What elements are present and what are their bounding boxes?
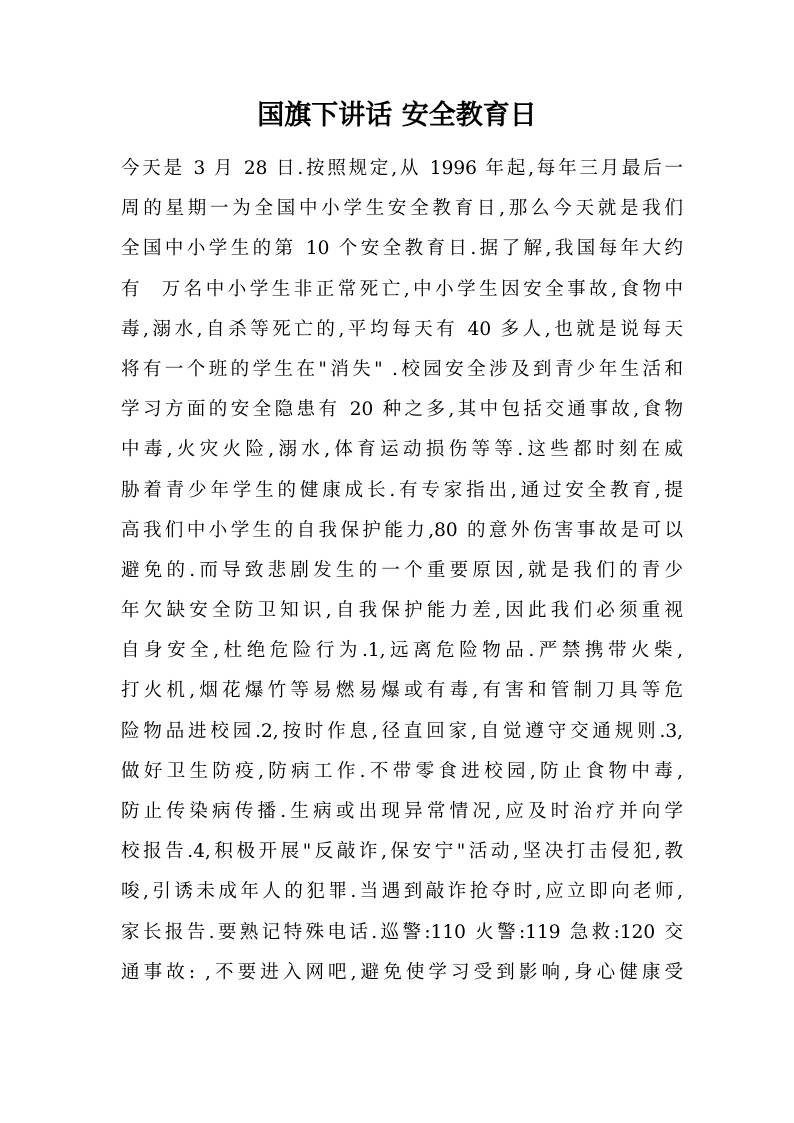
body-line-17: 防止传染病传播.生病或出现异常情况,应及时治疗并向学 bbox=[121, 801, 683, 822]
document-body bbox=[121, 149, 683, 993]
body-line-11: 避免的.而导致悲剧发生的一个重要原因,就是我们的青少 bbox=[121, 559, 683, 581]
body-line-13: 自身安全,杜绝危险行为.1,远离危险物品.严禁携带火柴, bbox=[121, 640, 683, 662]
body-line-15: 险物品进校园.2,按时作息,径直回家,自觉遵守交通规则.3, bbox=[121, 720, 683, 742]
body-line-12: 年欠缺安全防卫知识,自我保护能力差,因此我们必须重视 bbox=[121, 600, 683, 622]
body-line-4: 有 万名中小学生非正常死亡,中小学生因安全事故,食物中 bbox=[121, 278, 683, 300]
body-line-7: 学习方面的安全隐患有 20 种之多,其中包括交通事故,食物 bbox=[121, 399, 683, 421]
body-line-9: 胁着青少年学生的健康成长.有专家指出,通过安全教育,提 bbox=[121, 479, 683, 501]
document-title: 国旗下讲话 安全教育日 bbox=[257, 100, 537, 131]
body-line-1: 今天是 3 月 28 日.按照规定,从 1996 年起,每年三月最后一 bbox=[121, 158, 683, 179]
body-line-3: 全国中小学生的第 10 个安全教育日.据了解,我国每年大约 bbox=[121, 238, 683, 260]
body-line-21: 通事故: ,不要进入网吧,避免使学习受到影响,身心健康受 bbox=[121, 961, 683, 983]
body-line-6: 将有一个班的学生在"消失" .校园安全涉及到青少年生活和 bbox=[121, 358, 683, 380]
body-line-2: 周的星期一为全国中小学生安全教育日,那么今天就是我们 bbox=[121, 198, 683, 220]
body-line-16: 做好卫生防疫,防病工作.不带零食进校园,防止食物中毒, bbox=[121, 760, 683, 782]
body-line-20: 家长报告.要熟记特殊电话.巡警:110 火警:119 急救:120 交 bbox=[121, 921, 683, 943]
body-line-14: 打火机,烟花爆竹等易燃易爆或有毒,有害和管制刀具等危 bbox=[121, 680, 683, 702]
body-line-18: 校报告.4,积极开展"反敲诈,保安宁"活动,坚决打击侵犯,教 bbox=[121, 841, 683, 863]
body-line-19: 唆,引诱未成年人的犯罪.当遇到敲诈抢夺时,应立即向老师, bbox=[121, 881, 683, 903]
body-line-8: 中毒,火灾火险,溺水,体育运动损伤等等.这些都时刻在威 bbox=[121, 439, 683, 461]
body-line-5: 毒,溺水,自杀等死亡的,平均每天有 40 多人,也就是说每天 bbox=[121, 318, 683, 340]
body-line-10: 高我们中小学生的自我保护能力,80 的意外伤害事故是可以 bbox=[121, 519, 683, 541]
